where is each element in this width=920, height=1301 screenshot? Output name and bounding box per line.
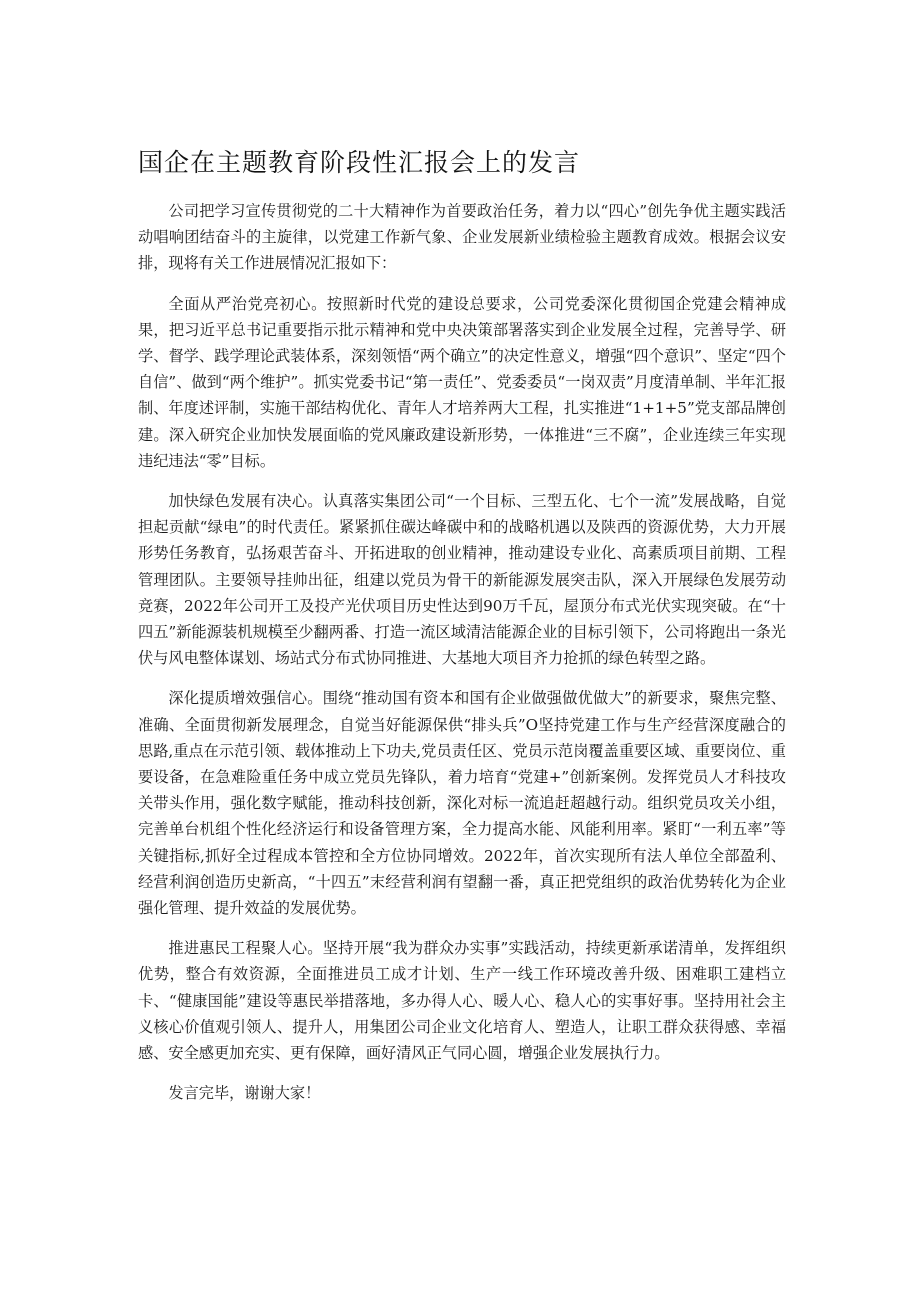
document-page (138, 146, 786, 1107)
paragraph-quality-efficiency: 深化提质增效强信心。围绕“推动国有资本和国有企业做强做优做大”的新要求，聚焦完整、准确、全面贯彻新发展理念，自觉当好能源保供“排头兵”O坚持党建工作与生产经营深度融合的思路,重点在示范引领、载体推动上下功夫,党员责任区、党员示范岗覆盖重要区域、重要岗位、重要设备，在急难险重任务中成立党员先锋队，着力培育“党建+”创新案例。发挥党员人才科技攻关带头作用，强化数字赋能，推动科技创新，深化对标一流追赶超越行动。组织党员攻关小组，完善单台机组个性化经济运行和设备管理方案，全力提高水能、风能利用率。紧盯“一利五率”等关键指标,抓好全过程成本管控和全方位协同增效。2022年，首次实现所有法人单位全部盈利、经营利润创造历史新高，“十四五”末经营利润有望翻一番，真正把党组织的政治优势转化为企业强化管理、提升效益的发展优势。 (138, 689, 786, 918)
paragraph-intro: 公司把学习宣传贯彻党的二十大精神作为首要政治任务，着力以“四心”创先争优主题实践活动唱响团结奋斗的主旋律，以党建工作新气象、企业发展新业绩检验主题教育成效。根据会议安排，现将有关工作进展情况汇报如下： (138, 202, 786, 273)
document-title: 国企在主题教育阶段性汇报会上的发言 (138, 148, 581, 177)
closing-remark: 发言完毕，谢谢大家！ (168, 1084, 321, 1103)
paragraph-public-welfare: 推进惠民工程聚人心。坚持开展“我为群众办实事”实践活动，持续更新承诺清单，发挥组织优势，整合有效资源，全面推进员工成才计划、生产一线工作环境改善升级、困难职工建档立卡、“健康国能”建设等惠民举措落地，多办得人心、暖人心、稳人心的实事好事。坚持用社会主义核心价值观引领人、提升人，用集团公司企业文化培育人、塑造人，让职工群众获得感、幸福感、安全感更加充实、更有保障，画好清风正气同心圆，增强企业发展执行力。 (138, 939, 786, 1063)
paragraph-party-building: 全面从严治党亮初心。按照新时代党的建设总要求，公司党委深化贯彻国企党建会精神成果，把习近平总书记重要指示批示精神和党中央决策部署落实到企业发展全过程，完善导学、研学、督学、践学理论武装体系，深刻领悟“两个确立”的决定性意义，增强“四个意识”、坚定“四个自信”、做到“两个维护”。抓实党委书记“第一责任”、党委委员“一岗双责”月度清单制、半年汇报制、年度述评制，实施干部结构优化、青年人才培养两大工程，扎实推进“1+1+5”党支部品牌创建。深入研究企业加快发展面临的党风廉政建设新形势，一体推进“三不腐”，企业连续三年实现违纪违法“零”目标。 (138, 294, 786, 470)
paragraph-green-development: 加快绿色发展有决心。认真落实集团公司“一个目标、三型五化、七个一流”发展战略，自觉担起贡献“绿电”的时代责任。紧紧抓住碳达峰碳中和的战略机遇以及陕西的资源优势，大力开展形势任务教育，弘扬艰苦奋斗、开拓进取的创业精神，推动建设专业化、高素质项目前期、工程管理团队。主要领导挂帅出征，组建以党员为骨干的新能源发展突击队，深入开展绿色发展劳动竞赛，2022年公司开工及投产光伏项目历史性达到90万千瓦，屋顶分布式光伏实现突破。在“十四五”新能源装机规模至少翻两番、打造一流区域清洁能源企业的目标引领下，公司将跑出一条光伏与风电整体谋划、场站式分布式协同推进、大基地大项目齐力抢抓的绿色转型之路。 (138, 492, 786, 668)
